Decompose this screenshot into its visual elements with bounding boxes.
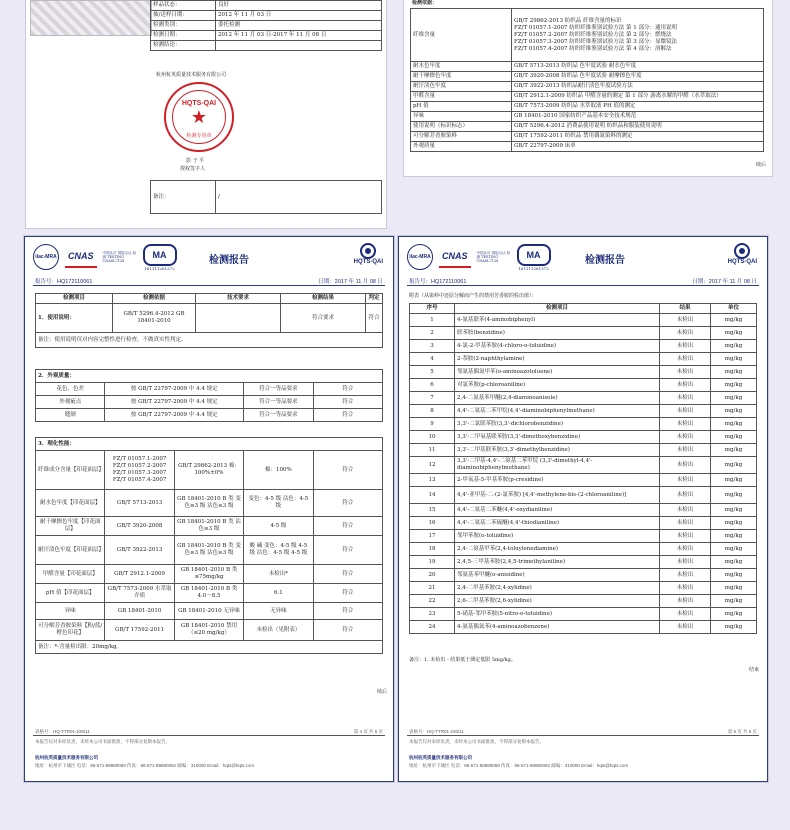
cnas-subtext: 中国认可 国际互认 检测 TESTING CNASL7128	[102, 251, 137, 263]
continued-label: 续后	[755, 162, 766, 168]
table-row: 15 4,4'-二氨基二苯醚(4,4'-oxydianiline) 未检出 mg/kg	[410, 504, 757, 517]
seal-star-icon: ★	[190, 107, 208, 128]
table-row: 19 2,4,5-三甲基苯胺(2,4,5-trimethylaniline) 未检出 mg/kg	[410, 556, 757, 569]
table-row: 20 邻氨基苯甲醚(o-anisidine) 未检出 mg/kg	[410, 569, 757, 582]
report-page-5	[398, 236, 768, 782]
report-number: 报告号：HQ17211006​1	[409, 279, 467, 285]
hqts-brand-text: HQTS-QAI	[727, 259, 757, 265]
table-row: 18 2,4-二氨基甲苯(2,4-toluylenediamine) 未检出 mg/kg	[410, 543, 757, 556]
footer-disclaimer: 本报告仅对来样负责，未经本公司书面批准，不得部分复制本报告。	[35, 739, 170, 744]
table-row: 22 2,6-二甲基苯胺(2,6-xylidine) 未检出 mg/kg	[410, 595, 757, 608]
hqts-target-icon	[734, 243, 750, 259]
ma-block	[517, 244, 551, 271]
table-row: 9 3,3'-二氯联苯胺(3,3'-dichlorobenzidine) 未检出 mg/kg	[410, 418, 757, 431]
appendix-caption: 附表（从染料中还原分解而产生的禁用芳香胺的检出值）：	[409, 293, 537, 299]
footer-company: 杭州杭英质量技术服务有限公司	[409, 755, 472, 760]
sample-photo	[30, 0, 152, 36]
cnas-subtext: 中国认可 国际互认 检测 TESTING CNASL7128	[476, 251, 511, 263]
table-row: 21 2,4-二甲基苯胺(2,4-xylidine) 未检出 mg/kg	[410, 582, 757, 595]
footer-contact: 地址：杭州市下城区 电话：86-571-88880069 传真：86-571-88880062 邮编：310000 Email：hqts@hqts.com	[35, 763, 255, 768]
table-row: 2 联苯胺(benzidine) 未检出 mg/kg	[410, 327, 757, 340]
page-title: 检测报告	[209, 255, 249, 266]
table-row: 10 3,3'-二甲氧基联苯胺(3,3'-dimethoxybenzidine) 未检出 mg/kg	[410, 431, 757, 444]
table-row: 14 4,4'-亚甲基-二-(2-氯苯胺) [4,4'-methylene-bis-(2-chloroaniline)] 未检出 mg/kg	[410, 487, 757, 504]
footer-rule	[33, 735, 385, 736]
table-row: 5 邻氨基偶氮甲苯(o-aminoazotoluene) 未检出 mg/kg	[410, 366, 757, 379]
footer-contact: 地址：杭州市下城区 电话：86-571-88880069 传真：86-571-88880062 邮编：310000 Email：hqts@hqts.com	[409, 763, 629, 768]
appendix-note: 备注：1. 未检出 - 结果低于测定低限 5mg/kg。	[409, 657, 516, 663]
ma-number: 161111261372	[518, 265, 549, 271]
signatory-title: 授权签字人	[180, 166, 206, 172]
header-logos	[407, 243, 551, 271]
ma-number: 161111261372	[144, 265, 175, 271]
report-number: 报告号：HQ17211006​1	[35, 279, 93, 285]
sample-info-table: 样品状态： 良好 抽/送样日期： 2012 年 11 月 03 日 检测类别： 委托检测 检测日期： 2012 年 11 月 03 日-2017 年 11 月 08 日 检测结论：	[150, 0, 382, 51]
appearance-table: 2．外观质量： 花色、色差 按 GB/T 22797-2009 中 4.4 规定 符合一等品要求 符合 外观疵点 按 GB/T 22797-2009 中 4.4 规定 符合一等品要求 符合 缝制 按 GB/T 22797-2009 中 4.4 规定 符合一等品要求 符合	[35, 369, 383, 422]
footer-disclaimer: 本报告仅对来样负责，未经本公司书面批准，不得部分复制本报告。	[409, 739, 544, 744]
results-header: 检测项目 检测依据 技术要求 检测结果 判定 1．使用说明： GB/T 5296.4-2012 GB 18401-2010 符合要求 符合 备注：使用说明仅对内容完整性进行检查，不做真实性判定。	[35, 293, 383, 348]
company-name: 杭州杭英质量技术服务有限公司	[156, 72, 227, 78]
table-row: 13 2-甲氧基-5-甲基苯胺(p-cresidine) 未检出 mg/kg	[410, 474, 757, 487]
ma-block	[143, 244, 177, 271]
report-page-1	[26, 0, 386, 228]
seal-bottom-text: 检测专用章	[186, 133, 212, 139]
table-row: 17 邻甲苯胺(o-toluidine) 未检出 mg/kg	[410, 530, 757, 543]
hqts-brand-text: HQTS-QAI	[353, 259, 383, 265]
page-title: 检测报告	[585, 255, 625, 266]
cnas-logo: CNAS	[65, 246, 97, 268]
header-logos	[33, 243, 177, 271]
remark-table: 备注： /	[150, 180, 382, 214]
table-row: 1 4-氨基联苯(4-aminobiphenyl) 未检出 mg/kg	[410, 314, 757, 327]
hqts-brand	[728, 243, 757, 265]
table-row: 16 4,4'-二氨基二苯硫醚(4,4'-thiodianiline) 未检出 mg/kg	[410, 517, 757, 530]
table-row: 8 4,4'-二氨基二苯甲烷(4,4'-diaminobiphenylmethane) 未检出 mg/kg	[410, 405, 757, 418]
header-rule	[33, 285, 385, 286]
table-row: 24 4-氨基偶氮苯(4-aminoazobenzene) 未检出 mg/kg	[410, 621, 757, 634]
ilac-logo: ilac-MRA	[407, 244, 433, 270]
report-date: 日期：2017 年 11 月 08 日	[318, 279, 383, 285]
footer-company: 杭州杭英质量技术服务有限公司	[35, 755, 98, 760]
basis-table: 纤维含量 GB/T 29862-2013 纺织品 纤维含量的标识 FZ/T 01057.1-2007 纺织纤维鉴别试验方法 第 1 部分：通用说明 FZ/T 01057.2-2007 纺织纤维鉴别试验方法 第 2 部分：燃烧法 FZ/T 01057.3-2007 纺织纤维鉴别试验方法 第 3 部分：显微镜法 FZ/T 01057.4-2007 纺织纤维鉴别试验方法 第 4 部分：溶解法 耐水色牢度 GB/T 5713-2013 纺织品 色牢度试验 耐水色牢度 耐干摩擦色牢度 GB/T 3920-2008 纺织品 色牢度试验 耐摩擦色牢度 耐汗渍色牢度 GB/T 3922-2013 纺织品耐汗渍色牢度试验方法 甲醛含量 GB/T 2912.1-2009 纺织品 甲醛含量的测定 第 1 部分 游离水解的甲醛（水萃取法） pH 值 GB/T 7573-2009 纺织品 水萃取液 PH 值的测定 异味 GB 18401-2010 国家纺织产品基本安全技术规范 使用说明（标识标志） GB/T 5296.4-2012 消费品使用说明 纺织品和服装使用说明 可分解芳香胺染料 GB/T 17592-2011 纺织品 禁用偶氮染料的测定 外观质量 GB/T 22797-2009 床单	[410, 8, 764, 152]
footer-rule	[407, 735, 759, 736]
form-number: 表格号：HQ-TTR01-220/11	[409, 729, 464, 734]
amine-table: 序号 检测项目 结果 单位 1 4-氨基联苯(4-aminobiphenyl) 未检出 mg/kg 2 联苯胺(benzidine) 未检出 mg/kg 3 4-氯-2-甲基苯胺(4-chloro-o-toluidine) 未检出 mg/kg 4 2-萘胺(2-naphthylamine) 未检出 mg/kg 5 邻氨基偶氮甲苯(o-aminoazotoluene) 未检出 mg/kg 6 对氯苯胺(p-chloroaniline) 未检出 mg/kg 7 2,4-二氨基苯甲醚(2,4-diaminoanisole) 未检出 mg/kg 8 4,4'-二氨基二苯甲烷(4,4'-diaminobiphenylmethane) 未检出 mg/kg 9 3,3'-二氯联苯胺(3,3'-dichlorobenzidine) 未检出 mg/kg 10 3,3'-二甲氧基联苯胺(3,3'-dimethoxybenzidine) 未检出 mg/kg 11 3,3'-二甲基联苯胺(3,3'-dimethylbenzidine) 未检出 mg/kg 12 3,3'-二甲基-4,4'-二氨基二苯甲烷 (3,3'-dimethyl-4,4'-diaminobiphenylmethane) 未检出 mg/kg 13 2-甲氧基-5-甲基苯胺(p-cresidine) 未检出 mg/kg 14 4,4'-亚甲基-二-(2-氯苯胺) [4,4'-methylene-bis-(2-chloroaniline)] 未检出 mg/kg 15 4,4'-二氨基二苯醚(4,4'-oxydianiline) 未检出 mg/kg 16 4,4'-二氨基二苯硫醚(4,4'-thiodianiline) 未检出 mg/kg 17 邻甲苯胺(o-toluidine) 未检出 mg/kg 18 2,4-二氨基甲苯(2,4-toluylenediamine) 未检出 mg/kg 19 2,4,5-三甲基苯胺(2,4,5-trimethylaniline) 未检出 mg/kg 20 邻氨基苯甲醚(o-anisidine) 未检出 mg/kg 21 2,4-二甲基苯胺(2,4-xylidine) 未检出 mg/kg 22 2,6-二甲基苯胺(2,6-xylidine) 未检出 mg/kg 23 5-硝基-邻甲苯胺(5-nitro-o-toluidine) 未检出 mg/kg 24 4-氨基偶氮苯(4-aminoazobenzene) 未检出 mg/kg	[409, 303, 757, 634]
signature: 彭 子 平	[186, 158, 205, 164]
table-row: 6 对氯苯胺(p-chloroaniline) 未检出 mg/kg	[410, 379, 757, 392]
basis-label: 检测依据：	[412, 0, 438, 6]
page-number: 第 4 页 共 5 页	[353, 729, 383, 734]
report-date: 日期：2017 年 11 月 08 日	[692, 279, 757, 285]
table-row: 7 2,4-二氨基苯甲醚(2,4-diaminoanisole) 未检出 mg/kg	[410, 392, 757, 405]
table-row: 23 5-硝基-邻甲苯胺(5-nitro-o-toluidine) 未检出 mg/kg	[410, 608, 757, 621]
seal-top-text: HQTS-QAI	[181, 100, 217, 107]
physchem-table: 3．理化性能： 纤维成分含量【印花面层】 FZ/T 01057.1-2007 FZ/T 01057.2-2007 FZ/T 01057.3-2007 FZ/T 01057.4-2007 GB/T 29862-2013 棉：100%±0% 棉：100% 符合 耐水色牢度【印花面层】 GB/T 5713-2013 GB 18401-2010 B 类 变色≥3 级 沾色≥3 级 变色：4-5 级 沾色：4-5 级 符合 耐干摩擦色牢度【印花面层】 GB/T 3920-2008 GB 18401-2010 B 类 沾色≥3 级 4-5 级 符合 耐汗渍色牢度【印花面层】 GB/T 3922-2013 GB 18401-2010 B 类 变色≥3 级 沾色≥3 级 酸 碱 变色：4-5 级 4-5 级 沾色：4-5 级 4-5 级 符合 甲醛含量【印花面层】 GB/T 2912.1-2009 GB 18401-2010 B 类 ≤75mg/kg 未检出* 符合 pH 值【印花面层】 GB/T 7573-2009 水萃取介质 GB 18401-2010 B 类 4.0～8.5 6.1 符合 异味 GB 18401-2010 GB 18401-2010 无异味 无异味 符合 可分解芳香胺染料【粉/蓝/橙色印花】 GB/T 17592-2011 GB 18401-2010 禁用（≤20 mg/kg） 未检出（见附表） 符合 备注：*-含量检出限：20mg/kg。	[35, 437, 383, 654]
ilac-logo: ilac-MRA	[33, 244, 59, 270]
continued-label: 续后	[376, 689, 387, 695]
table-row: 12 3,3'-二甲基-4,4'-二氨基二苯甲烷 (3,3'-dimethyl-4,4'-diaminobiphenylmethane) 未检出 mg/kg	[410, 457, 757, 474]
cnas-logo: CNAS	[439, 246, 471, 268]
page-number: 第 5 页 共 5 页	[727, 729, 757, 734]
ma-logo: MA	[143, 244, 177, 266]
report-page-4	[24, 236, 394, 782]
table-row: 11 3,3'-二甲基联苯胺(3,3'-dimethylbenzidine) 未检出 mg/kg	[410, 444, 757, 457]
header-rule	[407, 285, 759, 286]
end-label: 结束	[748, 667, 759, 673]
inspection-seal	[164, 82, 234, 152]
hqts-brand	[354, 243, 383, 265]
table-row: 3 4-氯-2-甲基苯胺(4-chloro-o-toluidine) 未检出 mg/kg	[410, 340, 757, 353]
form-number: 表格号：HQ-TTR01-220/11	[35, 729, 90, 734]
report-page-2	[404, 0, 772, 176]
hqts-target-icon	[360, 243, 376, 259]
table-row: 4 2-萘胺(2-naphthylamine) 未检出 mg/kg	[410, 353, 757, 366]
ma-logo: MA	[517, 244, 551, 266]
